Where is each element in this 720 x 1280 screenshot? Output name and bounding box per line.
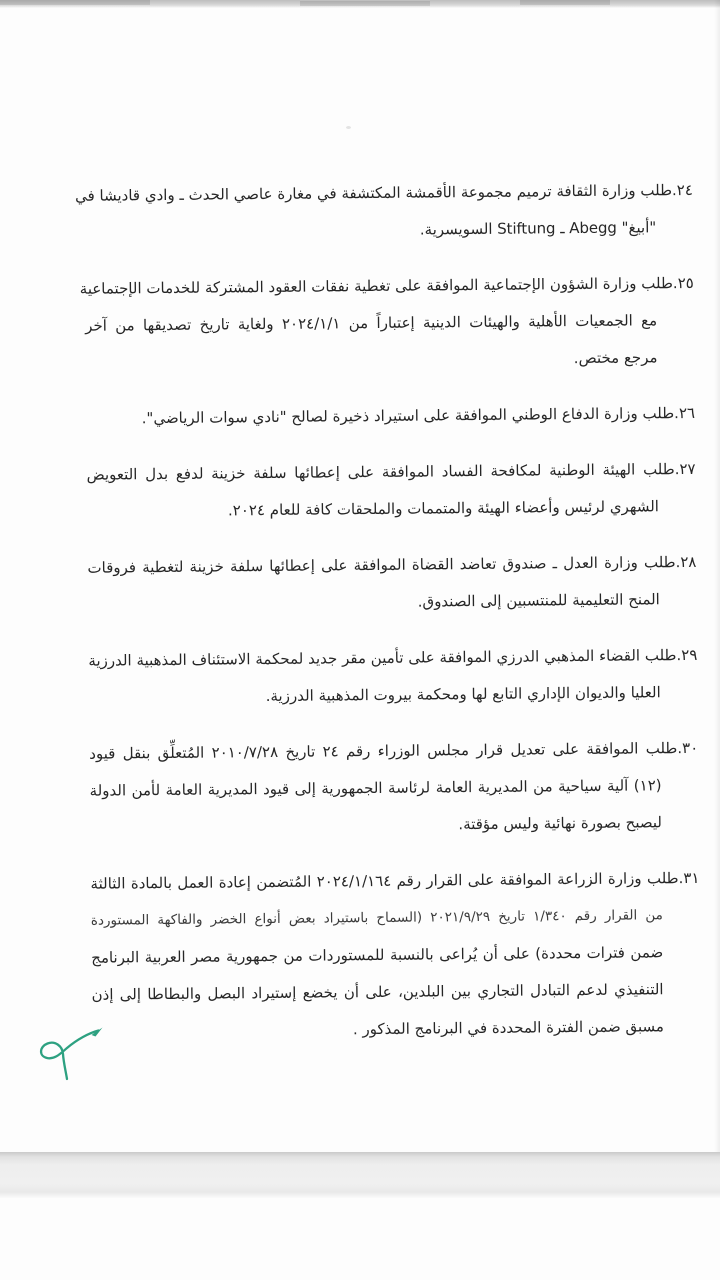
doc-item — [89, 730, 699, 846]
scan-right-edge-shadow — [714, 0, 720, 1152]
doc-item — [88, 637, 698, 716]
doc-line: "أبيغ" Abegg ـ Stiftung السويسرية. — [419, 218, 657, 239]
doc-line: من القرار رقم ١/٣٤٠ تاريخ ٢٠٢١/٩/٢٩ (السماح باستيراد بعض أنواع الخضر والفاكهة المستوردة — [90, 907, 663, 929]
doc-line: ٣٠.طلب الموافقة على تعديل قرار مجلس الوزراء رقم ٢٤ تاريخ ٢٠١٠/٧/٢٨ المُتعلِّق بنقل قيود — [89, 738, 699, 763]
doc-item — [86, 451, 696, 530]
doc-line: ٢٥.طلب وزارة الشؤون الإجتماعية الموافقة على تغطية نفقات العقود المشتركة للخدمات الإجتماعية — [79, 273, 694, 298]
doc-line: مرجع مختص. — [573, 348, 658, 368]
doc-item — [79, 265, 694, 381]
doc-line: مع الجمعيات الأهلية والهيئات الدينية إعتباراً من ٢٠٢٤/١/١ ولغاية تاريخ تصديقها من آخر — [85, 311, 658, 335]
signature-mark — [34, 1022, 118, 1088]
doc-line: الشهري لرئيس وأعضاء الهيئة والمتممات والملحقات كافة للعام ٢٠٢٤. — [227, 497, 659, 520]
doc-item — [87, 544, 697, 623]
doc-line: المنح التعليمية للمنتسبين إلى الصندوق. — [417, 590, 660, 611]
doc-line: ٢٤.طلب وزارة الثقافة ترميم مجموعة الأقمشة المكتشفة في مغارة عاصي الحدث ـ وادي قاديشا في — [74, 180, 693, 205]
doc-line: ضمن فترات محددة) على أن يُراعى بالنسبة للمستوردات من جمهورية مصر العربية البرنامج — [91, 943, 664, 967]
doc-line: التنفيذي لدعم التبادل التجاري بين البلدين، على أن يخضع إستيراد البصل والبطاطا إلى إذن — [91, 980, 664, 1004]
doc-line: ٣١.طلب وزارة الزراعة الموافقة على القرار رقم ٢٠٢٤/١/١٦٤ المُتضمن إعادة العمل بالمادة الثالثة — [90, 868, 700, 893]
doc-item — [90, 860, 700, 1050]
scan-edge-patch — [300, 1, 430, 6]
doc-line: مسبق ضمن الفترة المحددة في البرنامج المذكور . — [352, 1017, 664, 1039]
doc-line: ٢٩.طلب القضاء المذهبي الدرزي الموافقة على تأمين مقر جديد لمحكمة الاستئناف المذهبية الدرزية — [88, 645, 698, 670]
doc-line: ٢٨.طلب وزارة العدل ـ صندوق تعاضد القضاة الموافقة على إعطائها سلفة خزينة لتغطية فروقات — [87, 552, 697, 577]
doc-line: (١٢) آلية سياحية من المديرية العامة لرئاسة الجمهورية إلى قيود المديرية العامة لأمن الدولة — [89, 776, 662, 800]
doc-line: العليا والديوان الإداري التابع لها ومحكمة بيروت المذهبية الدرزية. — [265, 683, 661, 706]
doc-item — [74, 172, 693, 251]
scan-bottom-page-edge — [0, 1152, 720, 1198]
scan-edge-patch — [0, 0, 150, 5]
scan-speck — [346, 126, 351, 129]
scan-top-edge — [0, 0, 720, 8]
doc-list — [74, 172, 700, 1069]
doc-item — [86, 395, 696, 437]
scan-edge-patch — [520, 0, 610, 5]
doc-line: ٢٧.طلب الهيئة الوطنية لمكافحة الفساد الموافقة على إعطائها سلفة خزينة لدفع بدل التعويض — [86, 459, 696, 484]
signature-stroke — [41, 1031, 98, 1080]
doc-line: ٢٦.طلب وزارة الدفاع الوطني الموافقة على استيراد ذخيرة لصالح "نادي سوات الرياضي". — [141, 403, 696, 428]
doc-line: ليصبح بصورة نهائية وليس مؤقتة. — [458, 813, 663, 834]
